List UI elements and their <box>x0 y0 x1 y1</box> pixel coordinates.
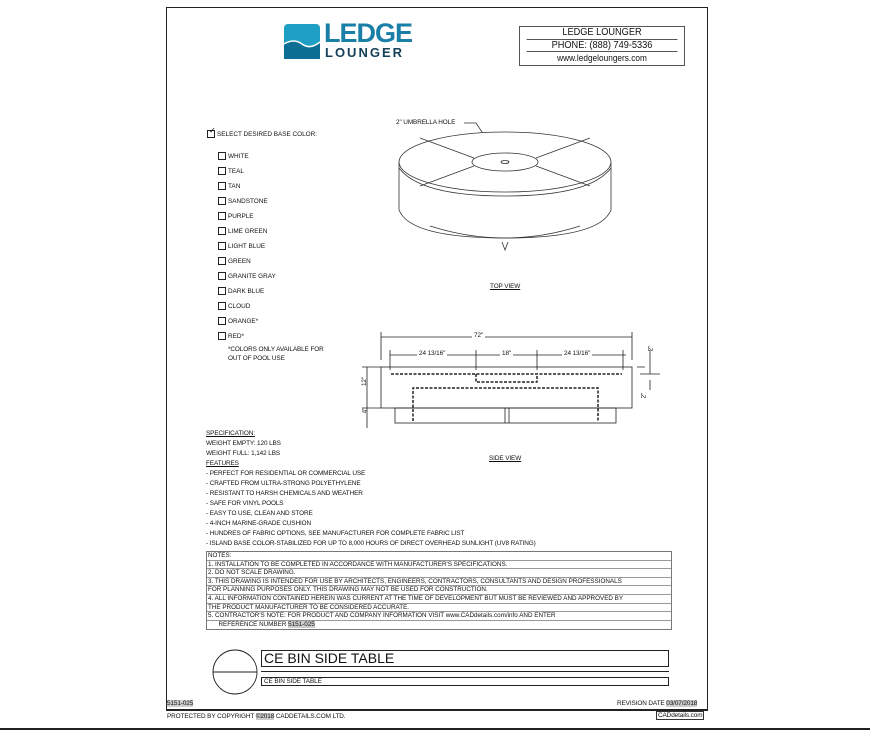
color-option[interactable] <box>218 272 276 280</box>
side-view-drawing <box>350 330 670 430</box>
note-line: 4. ALL INFORMATION CONTAINED HEREIN WAS CURRENT AT THE TIME OF DEVELOPMENT BUT MUST BE REVIEWED AND APPROVED BY <box>207 595 671 604</box>
notes-title: NOTES: <box>207 552 671 561</box>
color-option-label: SANDSTONE <box>228 197 268 205</box>
footer-divider <box>166 710 708 711</box>
color-option[interactable] <box>218 287 264 295</box>
umbrella-hole-callout: 2" UMBRELLA HOLE <box>396 119 456 126</box>
top-view-label: TOP VIEW <box>490 283 521 290</box>
note-reference <box>207 621 671 630</box>
notes-table <box>206 551 672 630</box>
revision-label: REVISION DATE <box>617 700 667 707</box>
feature-item: - RESISTANT TO HARSH CHEMICALS AND WEATHER <box>206 490 363 497</box>
color-option[interactable] <box>218 152 249 160</box>
contact-website[interactable]: www.ledgeloungers.com <box>557 53 647 64</box>
color-option[interactable] <box>218 257 251 265</box>
color-option-label: DARK BLUE <box>228 287 265 295</box>
feature-item: - PERFECT FOR RESIDENTIAL OR COMMERCIAL USE <box>206 470 366 477</box>
features-title: FEATURES <box>206 460 239 467</box>
contact-box <box>519 26 685 66</box>
checkbox[interactable] <box>218 227 226 235</box>
note-line: 2. DO NOT SCALE DRAWING. <box>207 569 671 578</box>
color-title: SELECT DESIRED BASE COLOR: <box>217 130 318 138</box>
reference-number: 5151-025 <box>288 620 315 628</box>
top-view-drawing <box>390 120 630 260</box>
dim-overall: 72" <box>474 332 484 339</box>
color-option[interactable] <box>218 242 265 250</box>
checkbox[interactable] <box>218 197 226 205</box>
dim-center: 18" <box>502 350 512 357</box>
copyright-prefix: PROTECTED BY COPYRIGHT <box>167 713 256 720</box>
color-option[interactable] <box>218 197 268 205</box>
contact-company: LEDGE LOUNGER <box>527 27 678 40</box>
feature-item: - CRAFTED FROM ULTRA-STRONG POLYETHYLENE <box>206 480 361 487</box>
feature-item: - 4-INCH MARINE-GRADE CUSHION <box>206 520 312 527</box>
color-option-label: ORANGE* <box>228 317 259 325</box>
checkbox[interactable] <box>218 242 226 250</box>
checkbox[interactable] <box>218 317 226 325</box>
color-option[interactable] <box>218 212 254 220</box>
checkbox[interactable] <box>218 272 226 280</box>
side-view-label: SIDE VIEW <box>489 455 522 462</box>
color-section-title <box>207 126 318 138</box>
ledge-lounger-logo <box>282 18 413 67</box>
footer-reference: 5151-025 <box>167 700 194 707</box>
divider <box>261 671 669 672</box>
dim-mid-right: 2" <box>640 392 648 399</box>
color-option-label: PURPLE <box>228 212 254 220</box>
color-option[interactable] <box>218 227 267 235</box>
checkbox[interactable] <box>218 182 226 190</box>
color-option-label: RED* <box>228 332 244 340</box>
spec-weight-full: WEIGHT FULL: 1,142 LBS <box>206 450 281 457</box>
section-symbol-icon <box>211 648 261 698</box>
spec-weight-empty: WEIGHT EMPTY: 120 LBS <box>206 440 281 447</box>
color-option-label: GRANITE GRAY <box>228 272 276 280</box>
checkbox[interactable] <box>218 257 226 265</box>
spec-title: SPECIFICATION: <box>206 430 255 437</box>
color-option[interactable] <box>218 167 244 175</box>
feature-item: - ISLAND BASE COLOR-STABILIZED FOR UP TO 8,000 HOURS OF DIRECT OVERHEAD SUNLIGHT (UV8 RATING) <box>206 540 536 547</box>
note-line: 3. THIS DRAWING IS INTENDED FOR USE BY ARCHITECTS, ENGINEERS, CONTRACTORS, CONSULTANTS AND DESIGN PROFESSIONALS <box>207 578 671 587</box>
drawing-subtitle: CE BIN SIDE TABLE <box>261 677 669 686</box>
dim-top-right: 2" <box>647 345 655 352</box>
color-option-label: GREEN <box>228 257 251 265</box>
color-option-label: LIME GREEN <box>228 227 268 235</box>
note-line: 5. CONTRACTOR'S NOTE: FOR PRODUCT AND COMPANY INFORMATION VISIT www.CADdetails.com/info AND ENTER <box>207 612 671 621</box>
bottom-border <box>0 728 870 730</box>
color-footnote: *COLORS ONLY AVAILABLE FOR <box>228 346 324 353</box>
dim-right: 24 13/16" <box>564 350 591 357</box>
color-option-label: TAN <box>228 182 241 190</box>
checked-checkbox-icon: ✓ <box>207 130 215 138</box>
contact-phone: PHONE: (888) 749-5336 <box>527 40 678 53</box>
color-option[interactable] <box>218 332 244 340</box>
dim-left: 24 13/16" <box>419 350 446 357</box>
color-option-label: CLOUD <box>228 302 251 310</box>
color-option[interactable] <box>218 317 258 325</box>
drawing-title: CE BIN SIDE TABLE <box>261 650 669 667</box>
feature-item: - HUNDRES OF FABRIC OPTIONS, SEE MANUFACTURER FOR COMPLETE FABRIC LIST <box>206 530 465 537</box>
color-option-label: WHITE <box>228 152 249 160</box>
color-option[interactable] <box>218 182 240 190</box>
checkbox[interactable] <box>218 167 226 175</box>
note-line: THE PRODUCT MANUFACTURER TO BE CONSIDERED ACCURATE. <box>207 604 671 613</box>
caddetails-badge[interactable]: CADdetails.com <box>658 712 703 719</box>
note-line: FOR PLANNING PURPOSES ONLY. THIS DRAWING MAY NOT BE USED FOR CONSTRUCTION. <box>207 586 671 595</box>
feature-item: - SAFE FOR VINYL POOLS <box>206 500 284 507</box>
dim-base: 4" <box>361 407 369 414</box>
revision-date-value: 03/07/2018 <box>666 700 698 707</box>
dim-height: 12" <box>361 376 369 387</box>
copyright-year: ©2018 <box>255 713 275 720</box>
checkbox[interactable] <box>218 332 226 340</box>
note-line: 1. INSTALLATION TO BE COMPLETED IN ACCORDANCE WITH MANUFACTURER'S SPECIFICATIONS. <box>207 561 671 570</box>
color-option[interactable] <box>218 302 250 310</box>
logo-subtitle: LOUNGER <box>325 45 404 60</box>
checkbox[interactable] <box>218 152 226 160</box>
color-option-label: TEAL <box>228 167 244 175</box>
color-footnote: OUT OF POOL USE <box>228 355 285 362</box>
reference-label: REFERENCE NUMBER <box>208 620 289 628</box>
checkbox[interactable] <box>218 212 226 220</box>
feature-item: - EASY TO USE, CLEAN AND STORE <box>206 510 313 517</box>
checkbox[interactable] <box>218 302 226 310</box>
copyright-suffix: CADDETAILS.COM LTD. <box>274 713 346 720</box>
revision-date <box>617 700 697 707</box>
copyright <box>167 713 345 720</box>
checkbox[interactable] <box>218 287 226 295</box>
logo-title: LEDGE <box>324 18 413 48</box>
color-option-label: LIGHT BLUE <box>228 242 266 250</box>
